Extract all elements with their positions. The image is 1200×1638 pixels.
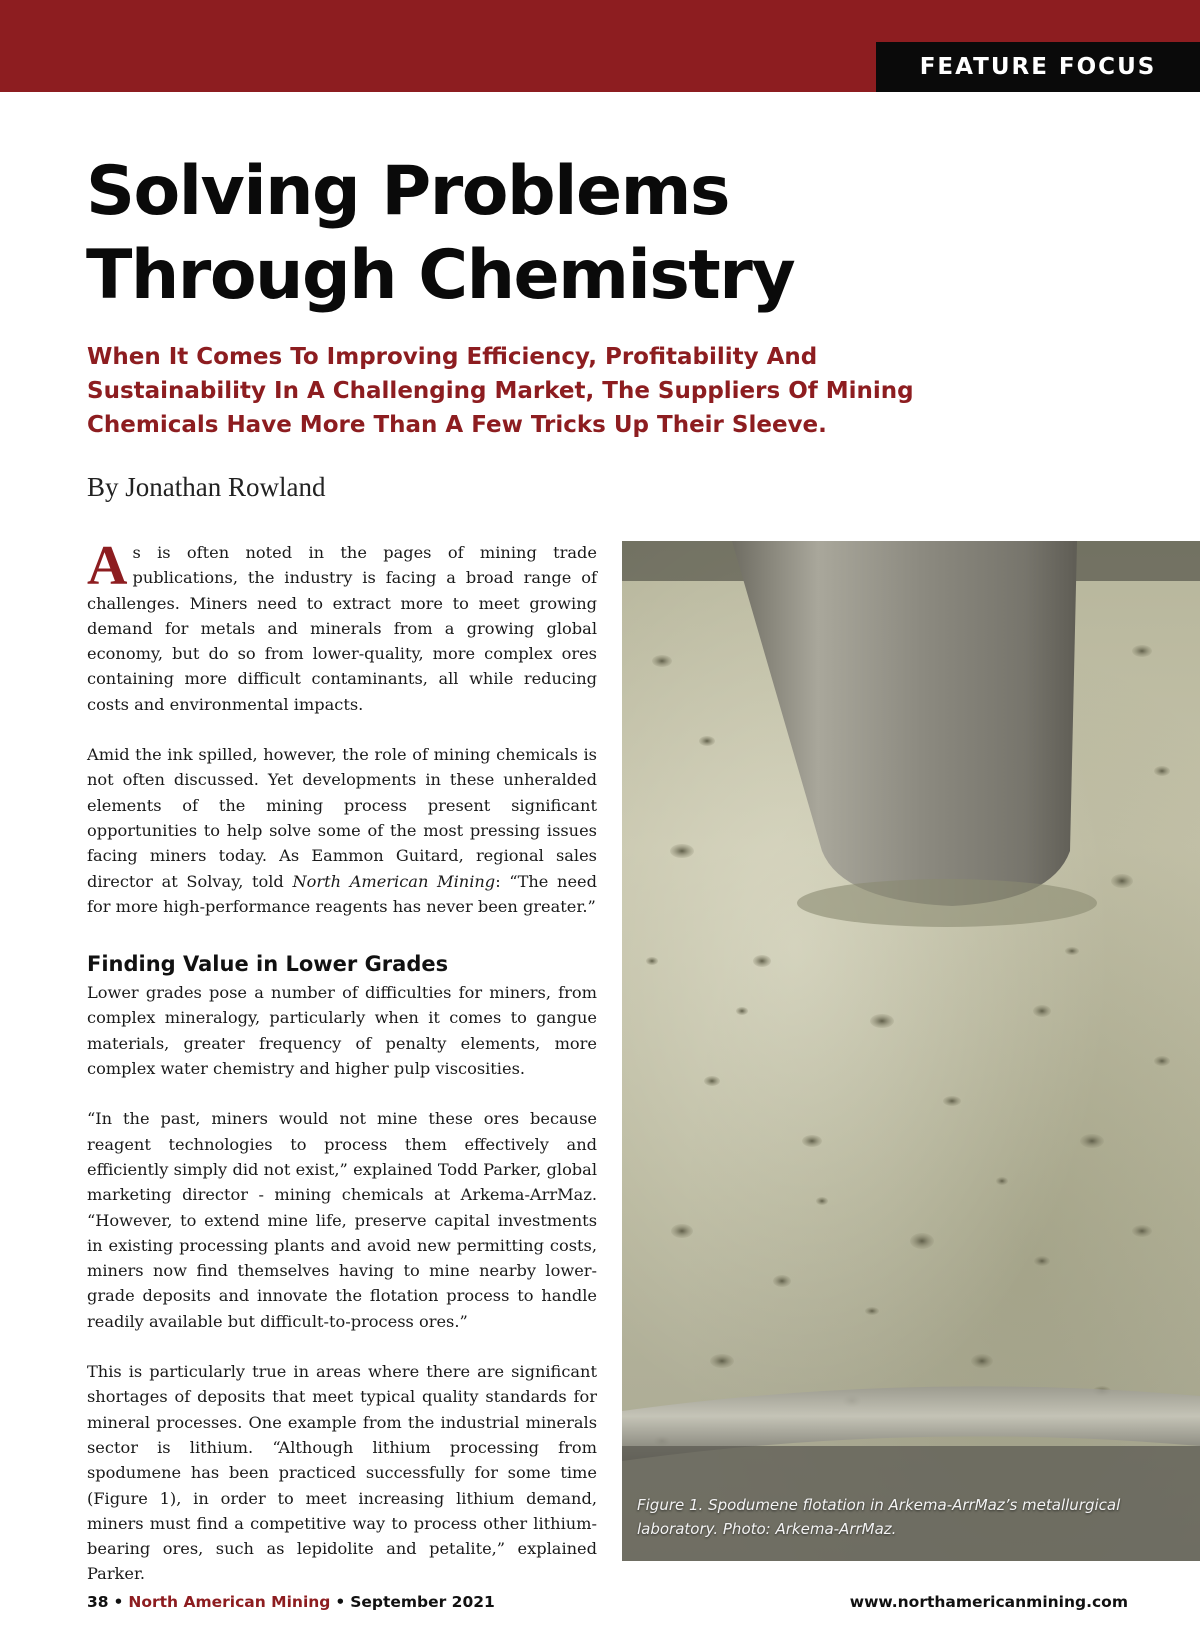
footer-url[interactable]: www.northamericanmining.com: [849, 1593, 1128, 1611]
page-number: 38: [87, 1593, 109, 1611]
flotation-illustration: [622, 541, 1200, 1561]
section-subhead: Finding Value in Lower Grades: [87, 952, 449, 977]
paragraph-2-end: : “The need for more high-performance reagents has never been greater.”: [87, 871, 597, 916]
drop-cap: A: [87, 535, 128, 597]
figure-caption: Figure 1. Spodumene flotation in Arkema-ArrMaz’s metallurgical laboratory. Photo: Arkema-ArrMaz.: [637, 1496, 1121, 1538]
paragraph-2-start: Amid the ink spilled, however, the role of mining chemicals is not often discussed. Yet developments in these unheralded elements of the mining process present significant opportunities to help solve some of the most pressing issues facing miners today. As Eammon Guitard, regional sales director at Solvay, told: [87, 745, 597, 891]
froth-collar: [797, 879, 1097, 927]
article-title: [86, 150, 986, 318]
footer-bullet-2: •: [335, 1593, 346, 1611]
section-label: FEATURE FOCUS: [876, 42, 1200, 92]
paragraph-5: This is particularly true in areas where there are significant shortages of deposits that meet typical quality standards for mineral processes. One example from the industrial minerals sector is lithium. “Although lithium processing from spodumene has been practiced successfully for some time (Figure 1), in order to meet increasing lithium demand, miners must find a competitive way to process other lithium-bearing ores, such as lepidolite and petalite,” explained Parker.: [87, 1362, 597, 1584]
byline: By Jonathan Rowland: [87, 472, 326, 502]
paragraph-4: “In the past, miners would not mine these ores because reagent technologies to process them effectively and efficiently simply did not exist,” explained Todd Parker, global marketing director - mining chemicals at Arkema-ArrMaz. “However, to extend mine life, preserve capital investments in existing processing plants and avoid new permitting costs, miners now find themselves having to mine nearby lower-grade deposits and innovate the flotation process to handle readily available but difficult-to-process ores.”: [87, 1109, 597, 1331]
footer-bullet: •: [113, 1593, 124, 1611]
paragraph-1: [87, 535, 597, 717]
issue-date: September 2021: [350, 1593, 495, 1611]
figure-1-photo: [622, 541, 1200, 1561]
title-line-1: Solving Problems: [86, 152, 729, 231]
impeller-shaft: [732, 541, 1077, 906]
article-body-column: [87, 535, 597, 1587]
footer-folio: [87, 1593, 495, 1611]
article-deck: When It Comes To Improving Efficiency, Profitability And Sustainability In A Challenging Market, The Suppliers Of Mining Chemicals Have More Than A Few Tricks Up Their Sleeve.: [87, 344, 914, 438]
title-line-2: Through Chemistry: [86, 236, 795, 315]
publication-mention: North American Mining: [292, 871, 496, 891]
paragraph-2: [87, 742, 597, 919]
paragraph-3: Lower grades pose a number of difficulties for miners, from complex mineralogy, particularly when it comes to gangue materials, greater frequency of penalty elements, more complex water chemistry and higher pulp viscosities.: [87, 983, 597, 1079]
footer-publication: North American Mining: [128, 1593, 331, 1611]
paragraph-1-text: s is often noted in the pages of mining trade publications, the industry is facing a broad range of challenges. Miners need to extract more to meet growing demand for metals and minerals from a growing global economy, but do so from lower-quality, more complex ores containing more difficult contaminants, all while reducing costs and environmental impacts.: [87, 543, 597, 714]
